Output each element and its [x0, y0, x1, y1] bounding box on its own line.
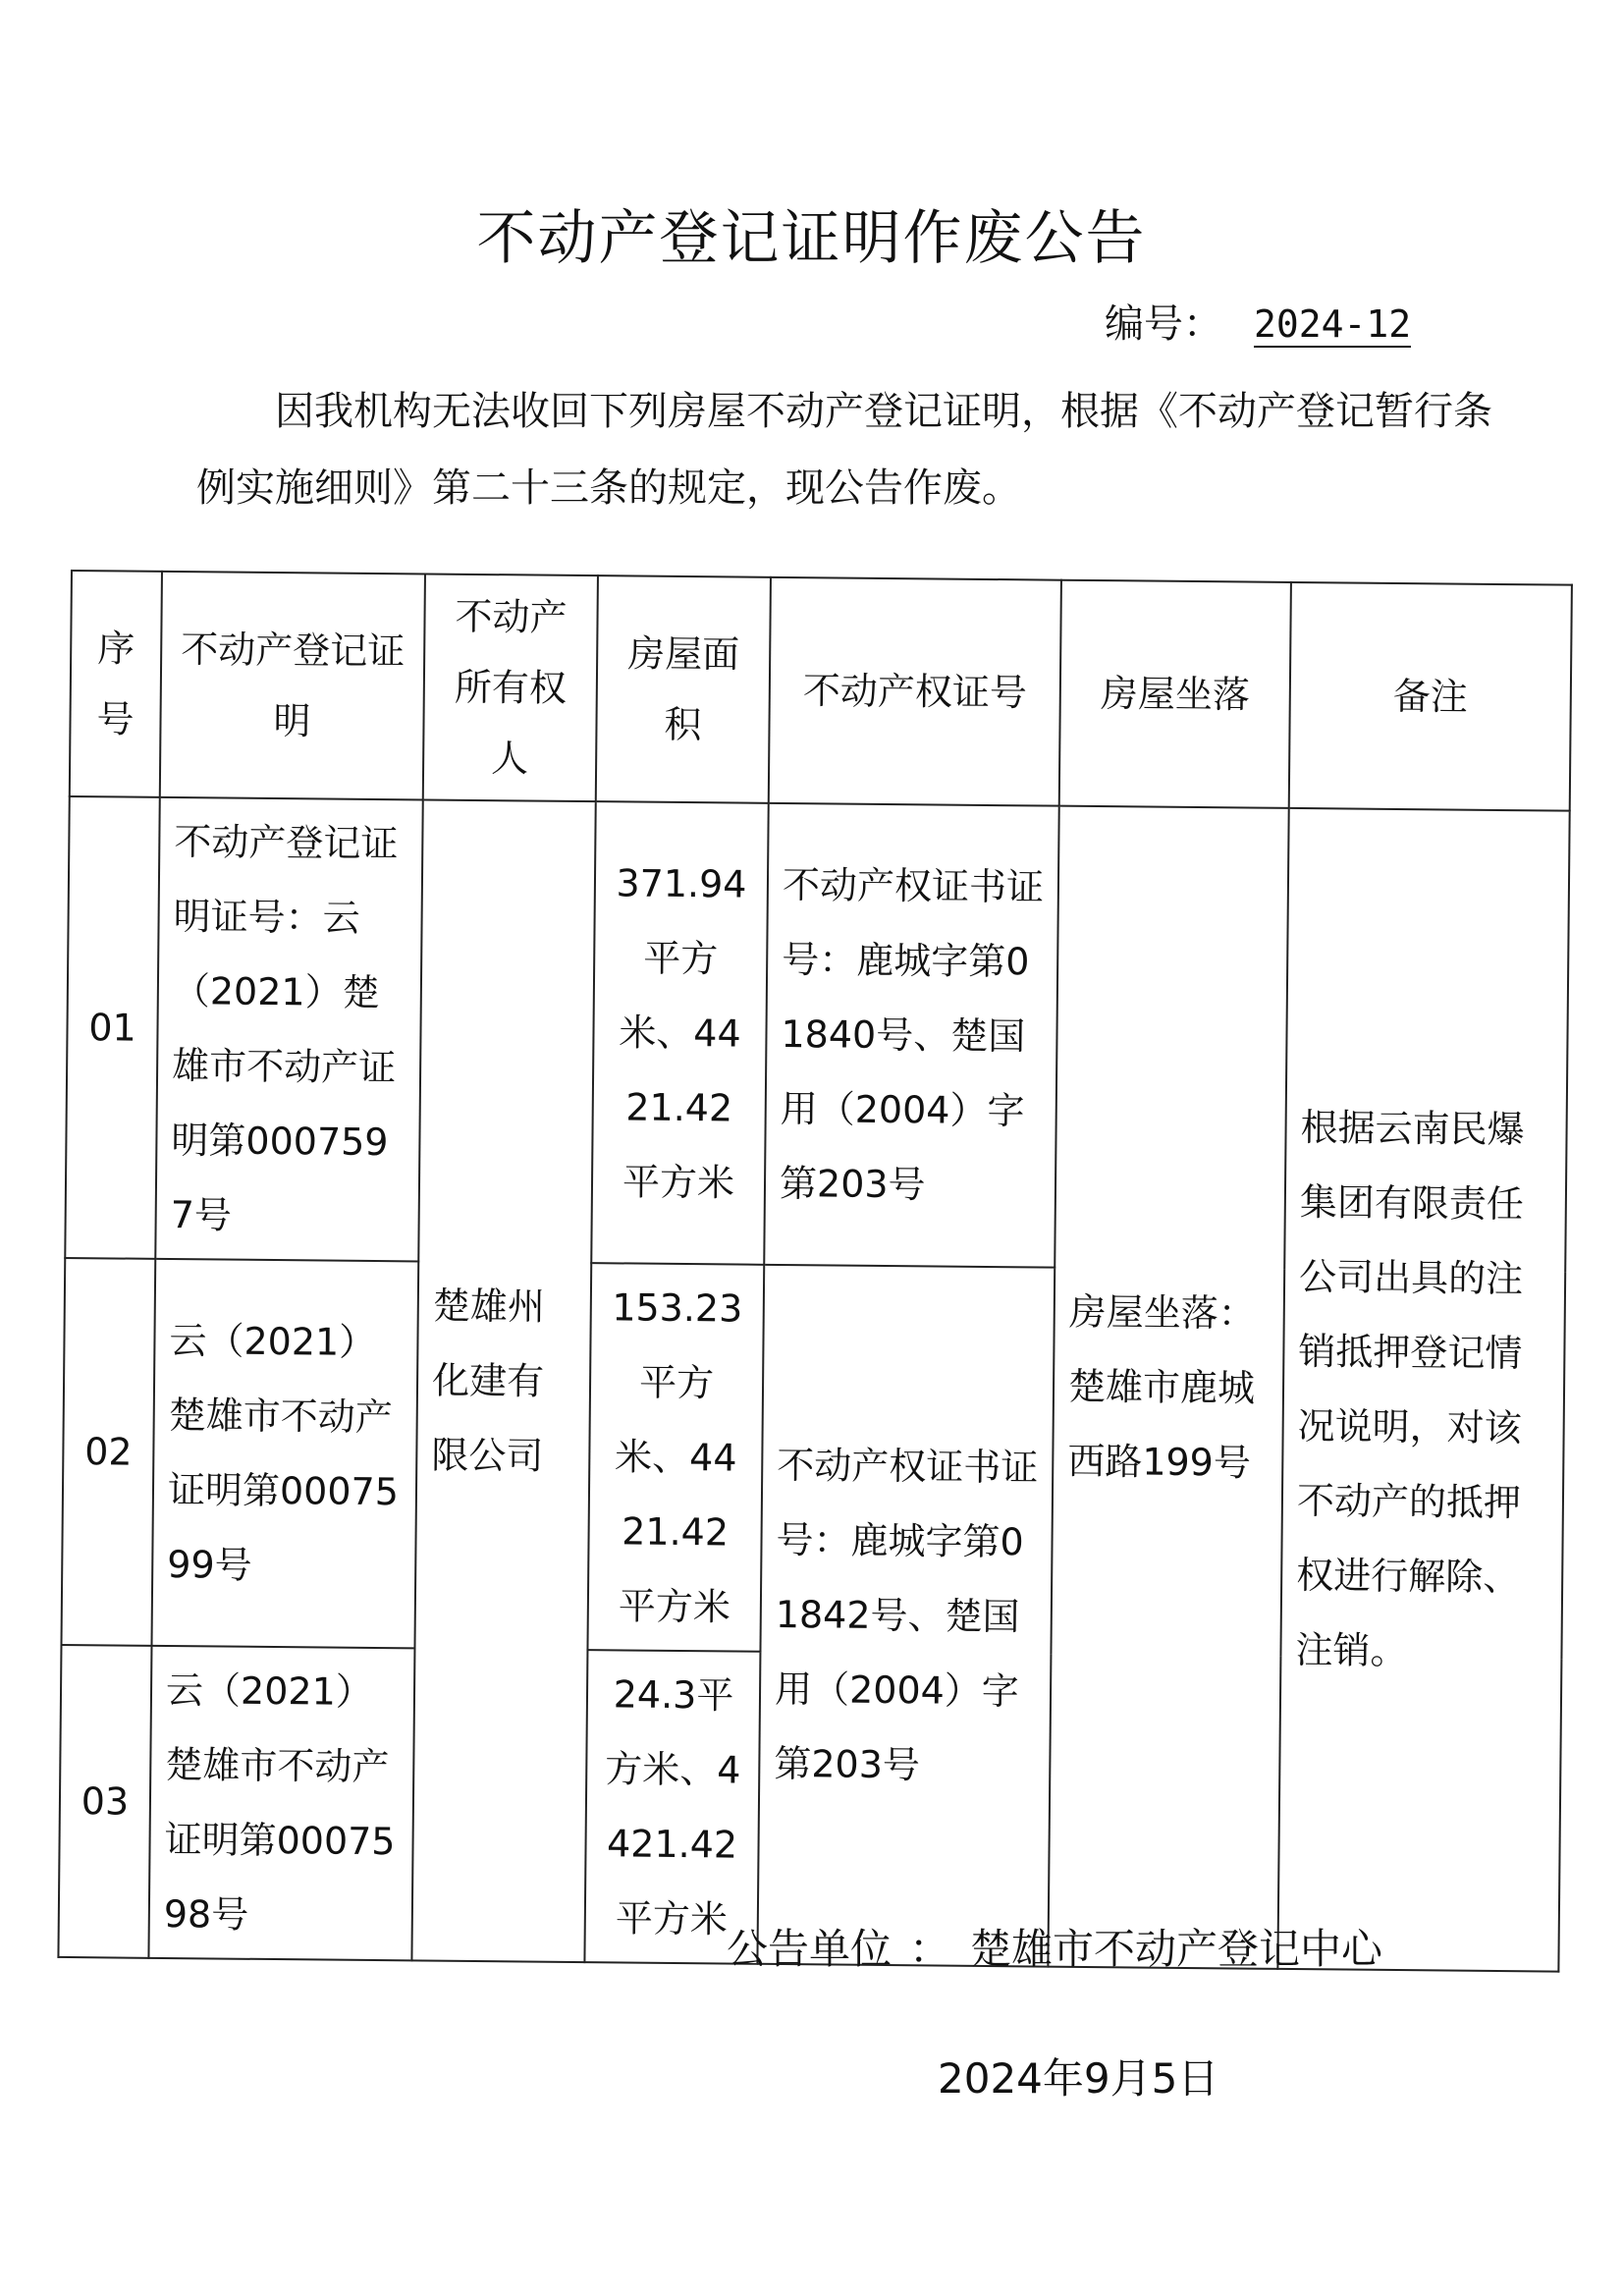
issuing-unit-label: 公告单位: [727, 1925, 893, 1973]
table-row: [65, 796, 1569, 1273]
row-serial: 01: [65, 796, 160, 1259]
issuing-unit: [727, 1917, 1382, 1976]
row-area: 153.23平方米、4421.42平方米: [587, 1263, 764, 1652]
remark-cell: 根据云南民爆集团有限责任公司出具的注销抵押登记情况说明，对该不动产的抵押权进行解除、注销。: [1277, 808, 1569, 1972]
header-remark: 备注: [1289, 582, 1572, 811]
row-serial: 02: [61, 1258, 155, 1646]
title-cert-cell-2: 不动产权证书证号：鹿城字第01842号、楚国用（2004）字第203号: [757, 1265, 1055, 1967]
issuing-unit-name: 楚雄市不动产登记中心: [970, 1925, 1383, 1973]
page-title: 不动产登记证明作废公告: [476, 204, 1147, 273]
header-area: 房屋面积: [596, 575, 771, 803]
header-title-cert: 不动产权证号: [769, 577, 1061, 806]
document-number: [1105, 293, 1411, 349]
void-notice-table: [57, 570, 1573, 1973]
row-area: 371.94平方米、4421.42平方米: [591, 801, 769, 1265]
header-location: 房屋坐落: [1059, 580, 1291, 808]
document-number-value: 2024-12: [1254, 302, 1412, 346]
table-header-row: [70, 571, 1572, 811]
location-cell: 房屋坐落：楚雄市鹿城西路199号: [1048, 806, 1288, 1969]
issue-date: 2024年9月5日: [938, 2054, 1219, 2103]
row-area: 24.3平方米、4421.42平方米: [584, 1650, 760, 1964]
document-number-label: 编号：: [1105, 301, 1222, 347]
issuing-unit-colon: ：: [909, 1925, 951, 1973]
row-serial: 03: [58, 1645, 151, 1958]
title-cert-cell-1: 不动产权证书证号：鹿城字第01840号、楚国用（2004）字第203号: [764, 803, 1058, 1268]
header-serial: 序号: [70, 571, 162, 797]
row-cert: 云（2021）楚雄市不动产证明第0007599号: [151, 1259, 418, 1649]
row-cert: 云（2021）楚雄市不动产证明第0007598号: [148, 1646, 414, 1961]
owner-cell: 楚雄州化建有限公司: [411, 799, 595, 1962]
header-owner: 不动产所有权人: [423, 574, 598, 801]
row-cert: 不动产登记证明证号：云（2021）楚雄市不动产证明第0007597号: [155, 797, 422, 1262]
header-cert: 不动产登记证明: [160, 572, 425, 800]
intro-paragraph: 因我机构无法收回下列房屋不动产登记证明，根据《不动产登记暂行条例实施细则》第二十三条的规定，现公告作废。: [196, 389, 1492, 511]
